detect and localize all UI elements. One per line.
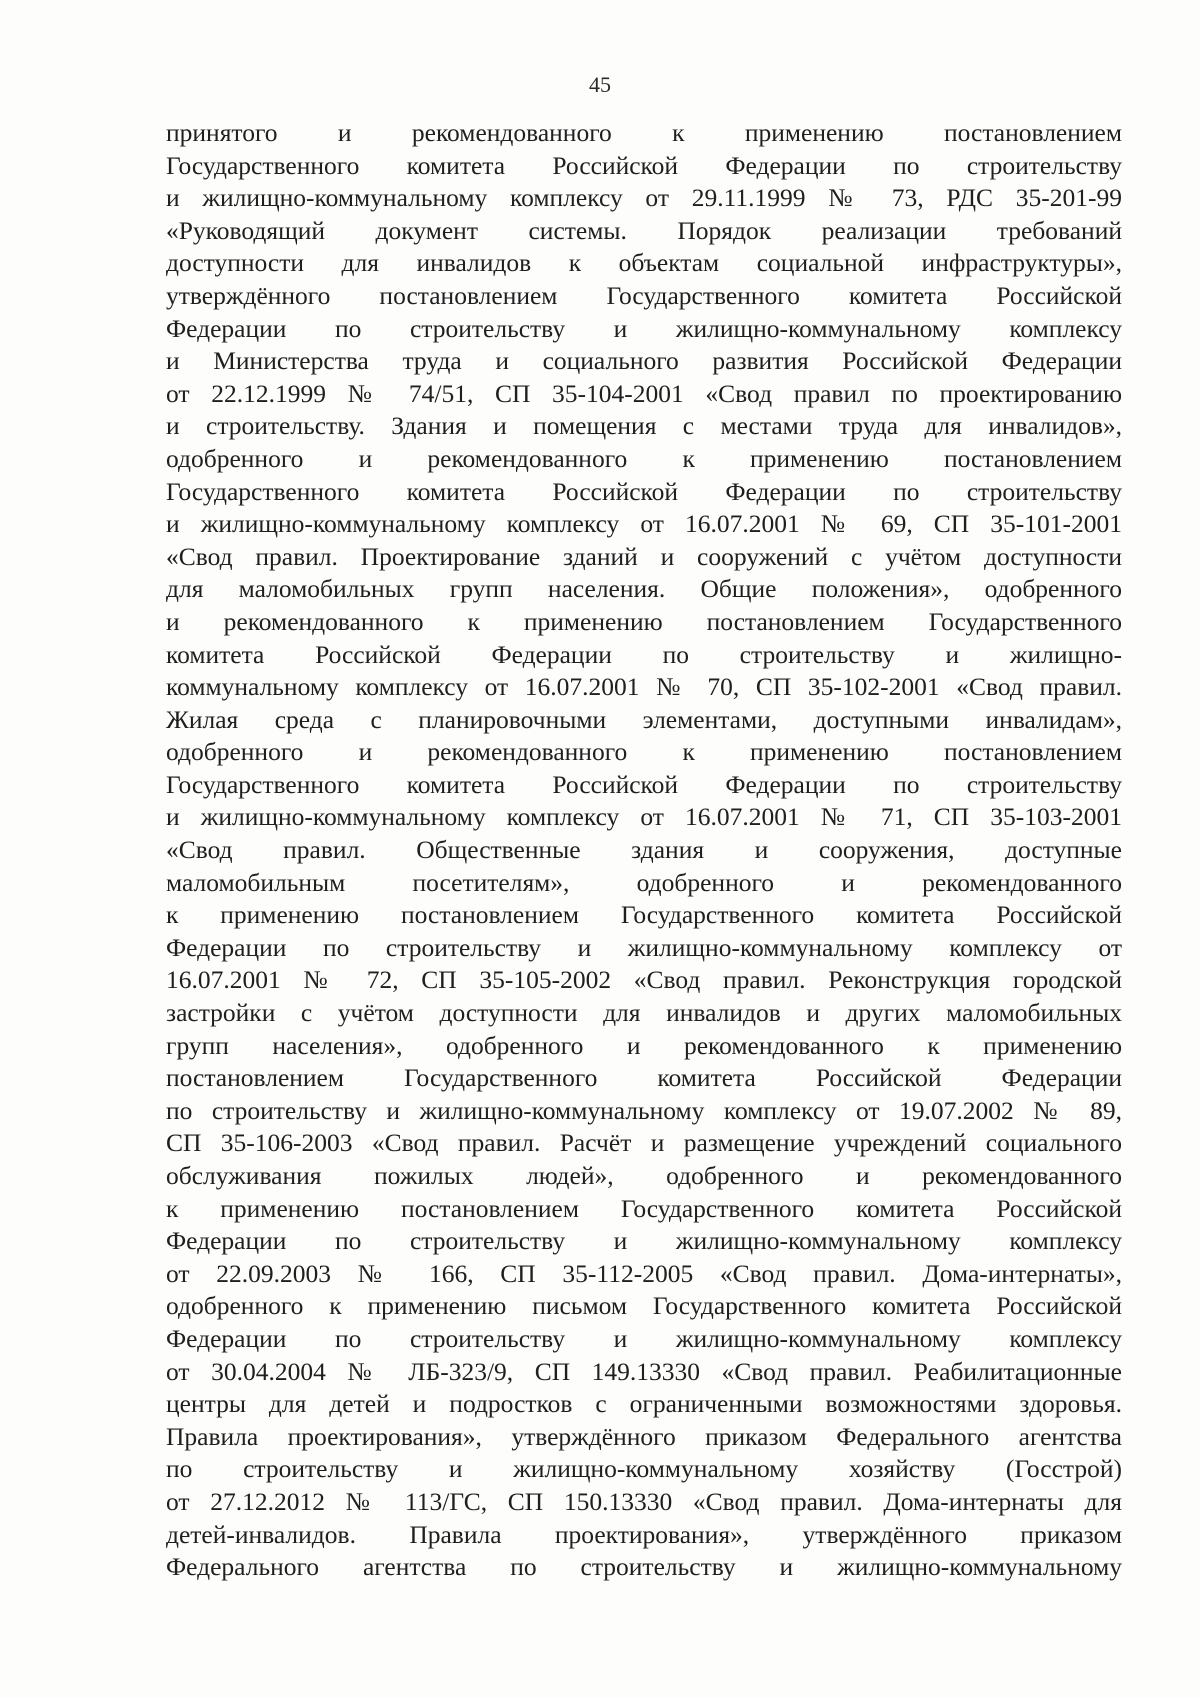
text-line: Федерации по строительству и жилищно-коммунальному комплексу: [166, 1323, 1122, 1353]
text-line: застройки с учётом доступности для инвалидов и других маломобильных: [166, 998, 1122, 1028]
text-line: Государственного комитета Российской Федерации по строительству: [166, 769, 1122, 799]
text-line: СП 35-106-2003 «Свод правил. Расчёт и размещение учреждений социального: [166, 1128, 1122, 1158]
text-line: Правила проектирования», утверждённого приказом Федерального агентства: [166, 1421, 1122, 1451]
page-number: 45: [589, 72, 611, 97]
text-line: и жилищно-коммунальному комплексу от 16.07.2001 № 71, СП 35-103-2001: [166, 802, 1122, 832]
text-line: Федерации по строительству и жилищно-коммунальному комплексу: [166, 1226, 1122, 1256]
text-line: по строительству и жилищно-коммунальному хозяйству (Госстрой): [166, 1454, 1122, 1484]
text-line: для маломобильных групп населения. Общие положения», одобренного: [166, 574, 1122, 604]
text-line: «Свод правил. Общественные здания и сооружения, доступные: [166, 835, 1122, 865]
text-line: Федерации по строительству и жилищно-коммунальному комплексу от: [166, 932, 1122, 962]
text-line: групп населения», одобренного и рекомендованного к применению: [166, 1030, 1122, 1060]
text-line: «Свод правил. Проектирование зданий и сооружений с учётом доступности: [166, 541, 1122, 571]
text-line: и рекомендованного к применению постановлением Государственного: [166, 606, 1122, 636]
text-line: коммунальному комплексу от 16.07.2001 № 70, СП 35-102-2001 «Свод правил.: [166, 672, 1122, 702]
text-line: детей-инвалидов. Правила проектирования», утверждённого приказом: [166, 1519, 1122, 1549]
text-line: утверждённого постановлением Государственного комитета Российской: [166, 280, 1122, 310]
text-line: от 22.09.2003 № 166, СП 35-112-2005 «Свод правил. Дома-интернаты»,: [166, 1258, 1122, 1288]
text-line: и жилищно-коммунальному комплексу от 29.11.1999 № 73, РДС 35-201-99: [166, 183, 1122, 213]
text-line: одобренного к применению письмом Государственного комитета Российской: [166, 1291, 1122, 1321]
text-line: к применению постановлением Государственного комитета Российской: [166, 1193, 1122, 1223]
text-line: одобренного и рекомендованного к применению постановлением: [166, 443, 1122, 473]
text-line: обслуживания пожилых людей», одобренного и рекомендованного: [166, 1161, 1122, 1190]
text-line: «Руководящий документ системы. Порядок реализации требований: [166, 215, 1122, 245]
text-line: постановлением Государственного комитета Российской Федерации: [166, 1063, 1122, 1093]
text-line: Жилая среда с планировочными элементами, доступными инвалидам»,: [166, 704, 1122, 734]
text-line: центры для детей и подростков с ограниченными возможностями здоровья.: [166, 1389, 1122, 1419]
text-line: от 30.04.2004 № ЛБ-323/9, СП 149.13330 «Свод правил. Реабилитационные: [166, 1356, 1122, 1386]
text-line: Государственного комитета Российской Федерации по строительству: [166, 476, 1122, 506]
text-line: маломобильным посетителям», одобренного и рекомендованного: [166, 867, 1122, 897]
text-line: от 22.12.1999 № 74/51, СП 35-104-2001 «Свод правил по проектированию: [166, 378, 1122, 408]
text-line: Федерального агентства по строительству и жилищно-коммунальному: [166, 1552, 1122, 1582]
text-line: и строительству. Здания и помещения с местами труда для инвалидов»,: [166, 411, 1122, 441]
text-line: доступности для инвалидов к объектам социальной инфраструктуры»,: [166, 248, 1122, 278]
text-line: 16.07.2001 № 72, СП 35-105-2002 «Свод правил. Реконструкция городской: [166, 965, 1122, 995]
body-text: [166, 117, 1122, 1584]
text-line: к применению постановлением Государственного комитета Российской: [166, 900, 1122, 930]
text-line: Государственного комитета Российской Федерации по строительству: [166, 150, 1122, 180]
text-line: принятого и рекомендованного к применению постановлением: [166, 118, 1122, 147]
text-line: по строительству и жилищно-коммунальному комплексу от 19.07.2002 № 89,: [166, 1095, 1122, 1125]
text-line: от 27.12.2012 № 113/ГС, СП 150.13330 «Свод правил. Дома-интернаты для: [166, 1486, 1122, 1516]
text-line: одобренного и рекомендованного к применению постановлением: [166, 737, 1122, 767]
text-line: и Министерства труда и социального развития Российской Федерации: [166, 346, 1122, 376]
text-line: комитета Российской Федерации по строительству и жилищно-: [166, 639, 1122, 669]
text-line: и жилищно-коммунальному комплексу от 16.07.2001 № 69, СП 35-101-2001: [166, 509, 1122, 539]
text-line: Федерации по строительству и жилищно-коммунальному комплексу: [166, 313, 1122, 343]
